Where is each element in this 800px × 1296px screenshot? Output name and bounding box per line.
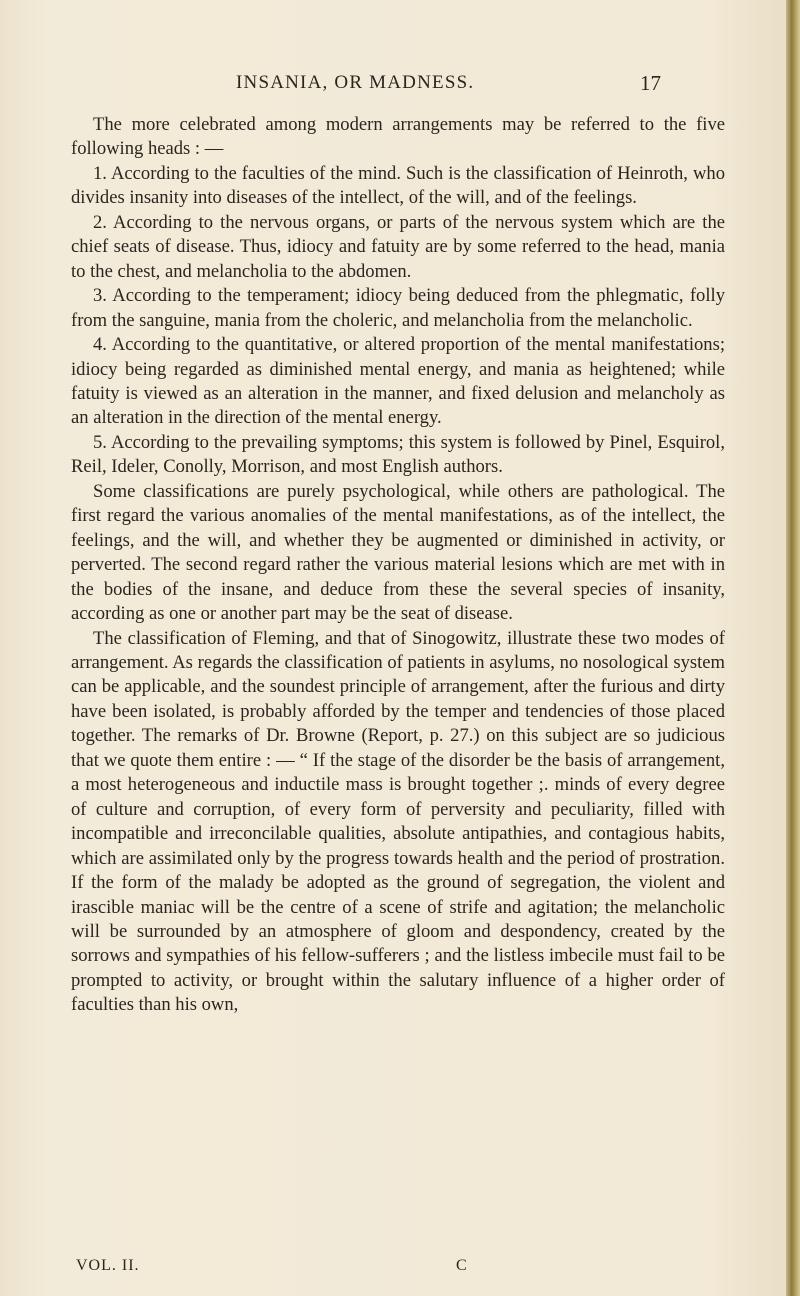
page-edge [786,0,800,1296]
paragraph-intro: The more celebrated among modern arrangements may be referred to the five following heads : — [71,114,725,160]
running-title: INSANIA, OR MADNESS. [236,72,475,93]
page-footer [0,1257,788,1283]
paragraph-fleming-sinogowitz: The classification of Fleming, and that of Sinogowitz, illustrate these two modes of arrangement. As regards the classification of patients in asylums, no nosological system can be applicable, and the soundest principle of arrangement, after the furious and dirty have been isolated, is probably afforded by the temper and tendencies of those placed together. The remarks of Dr. Browne (Report, p. 27.) on this subject are so judicious that we quote them entire : — “ If the stage of the disorder be the basis of arrangement, a most heterogeneous and inductile mass is brought together ;. minds of every degree of culture and corruption, of every form of perversity and peculiarity, filled with incompatible and irreconcilable qualities, absolute antipathies, and contagious habits, which are assimilated only by the progress towards health and the period of prostration. If the form of the malady be adopted as the ground of segregation, the violent and irascible maniac will be the centre of a scene of strife and agitation; the melancholic will be surrounded by an atmosphere of gloom and despondency, created by the sorrows and sympathies of his fellow-sufferers ; and the listless imbecile must fail to be prompted to activity, or brought within the salutary influence of a higher order of faculties than his own, [71,627,725,1016]
body-text [71,113,725,1018]
volume-mark: VOL. II. [76,1257,140,1274]
paragraph-heading-5: 5. According to the prevailing symptoms; this system is followed by Pinel, Esquirol, Reil, Ideler, Conolly, Morrison, and most English authors. [71,431,725,478]
page-header [0,72,788,102]
paragraph-heading-4: 4. According to the quantitative, or altered proportion of the mental manifestations; idiocy being regarded as diminished mental energy, and mania as heightened; while fatuity is viewed as an alteration in the manner, and fixed delusion and melancholy as an alteration in the direction of the mental energy. [71,334,725,429]
paragraph-heading-3: 3. According to the temperament; idiocy being deduced from the phlegmatic, folly from the sanguine, mania from the choleric, and melancholia from the melancholic. [71,285,725,331]
paragraph-heading-2: 2. According to the nervous organs, or parts of the nervous system which are the chief seats of disease. Thus, idiocy and fatuity are by some referred to the head, mania to the chest, and melancholia to the abdomen. [71,211,725,282]
paragraph-psychological-pathological: Some classifications are purely psychological, while others are pathological. The first regard the various anomalies of the mental manifestations, as of the intellect, the feelings, and the will, and whether they be augmented or diminished in activity, or perverted. The second regard rather the various material lesions which are met with in the bodies of the insane, and deduce from these the several species of insanity, according as one or another part may be the seat of disease. [71,480,725,625]
paragraph-heading-1: 1. According to the faculties of the mind. Such is the classification of Heinroth, who divides insanity into diseases of the intellect, of the will, and of the feelings. [71,162,725,209]
signature-mark: C [456,1257,468,1274]
page-number: 17 [640,71,661,95]
